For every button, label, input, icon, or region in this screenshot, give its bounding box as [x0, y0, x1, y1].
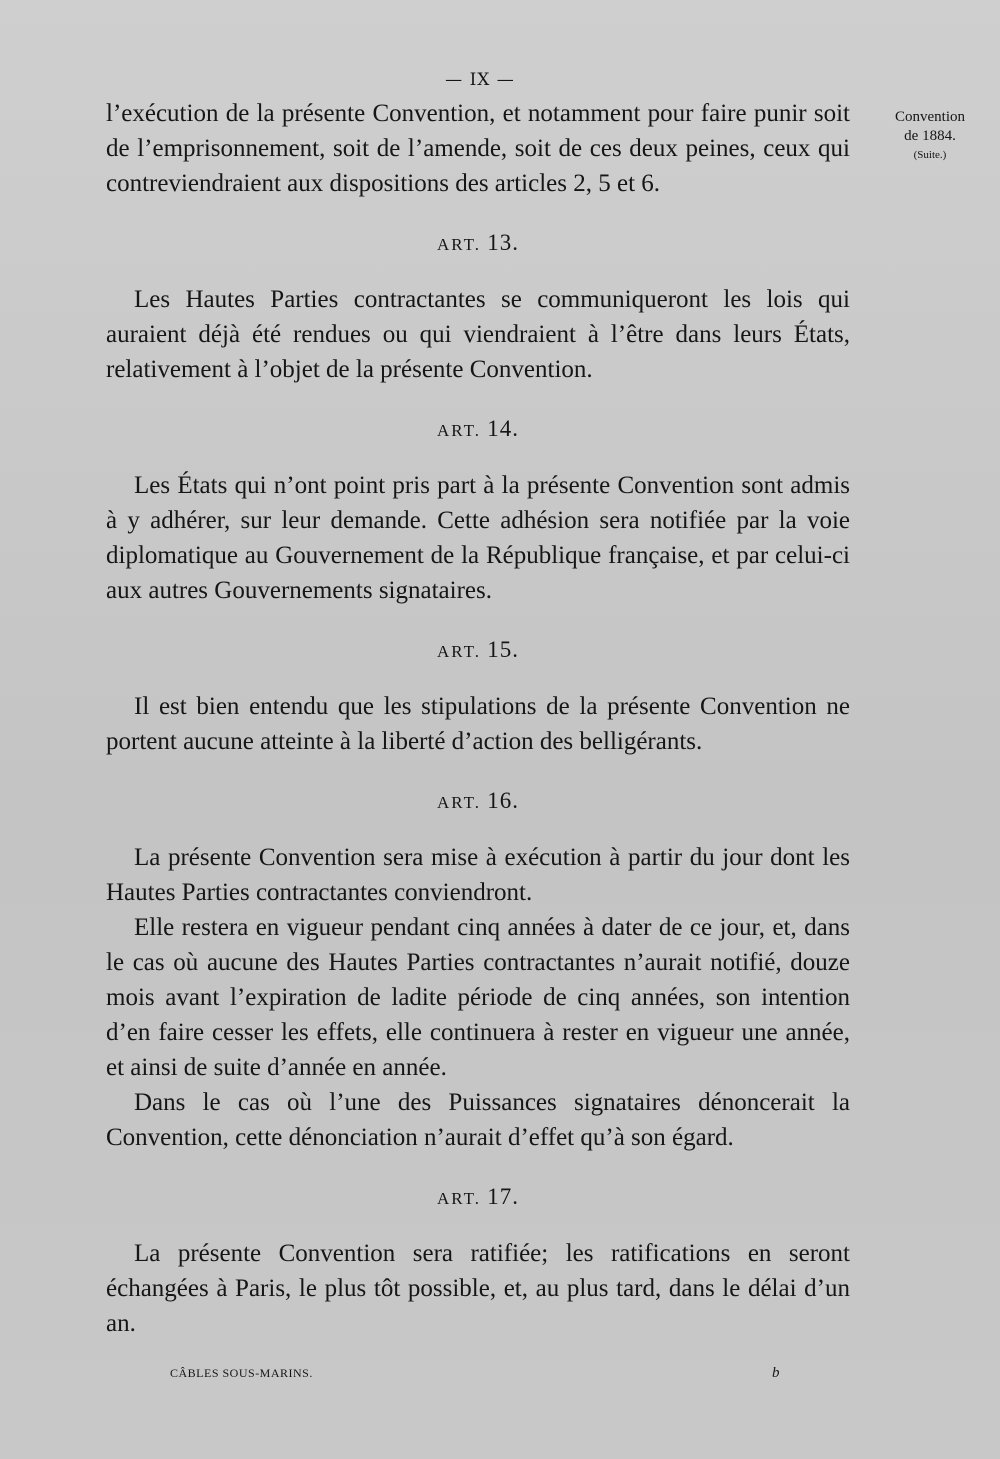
article-17-text: La présente Convention sera ratifiée; les ratifications en seront échangées à Paris, le plus tôt possible, et, au plus tard, dans le délai d’un an. [106, 1240, 850, 1337]
article-14-text: Les États qui n’ont point pris part à la présente Convention sont admis à y adhérer, sur leur demande. Cette adhésion sera notifiée par la voie diplomatique au Gouvernement de la République française, et par celui-ci aux autres Gouvernements signataires. [106, 472, 850, 604]
page-footer [170, 1366, 810, 1381]
margin-note-line1: Convention [895, 109, 965, 125]
article-16-text-2: Elle restera en vigueur pendant cinq années à dater de ce jour, et, dans le cas où aucune des Hautes Parties contractantes n’aurait notifié, douze mois avant l’expiration de ladite période de cinq années, son intention d’en faire cesser les effets, elle continuera à rester en vigueur une année, et ainsi de suite d’année en année. [106, 914, 850, 1081]
article-number: 13. [487, 230, 519, 255]
article-number: 16. [487, 788, 519, 813]
article-16-text-1: La présente Convention sera mise à exécution à partir du jour dont les Hautes Parties contractantes conviendront. [106, 844, 850, 906]
article-15-heading [106, 632, 850, 669]
page-folio: — IX — [445, 70, 515, 90]
article-number: 17. [487, 1184, 519, 1209]
article-16-heading [106, 783, 850, 820]
article-label: ART. [437, 1189, 481, 1208]
margin-note-line2: de 1884. [904, 128, 956, 144]
margin-note-line3: (Suite.) [913, 149, 947, 161]
signature-mark: b [772, 1365, 780, 1381]
article-label: ART. [437, 421, 481, 440]
article-14-heading [106, 411, 850, 448]
paragraph-continuation: l’exécution de la présente Convention, et notamment pour faire punir soit de l’emprisonnement, soit de l’amende, soit de ces deux peines, ceux qui contreviendraient aux dispositions des articles 2, 5 et 6. [106, 100, 850, 197]
article-13-text: Les Hautes Parties contractantes se communiqueront les lois qui auraient déjà été rendues ou qui viendraient à l’être dans leurs États, relativement à l’objet de la présente Convention. [106, 286, 850, 383]
article-label: ART. [437, 642, 481, 661]
article-13-heading [106, 225, 850, 262]
article-17-heading [106, 1179, 850, 1216]
article-label: ART. [437, 793, 481, 812]
body-text [106, 96, 850, 1341]
article-label: ART. [437, 235, 481, 254]
article-15-text: Il est bien entendu que les stipulations de la présente Convention ne portent aucune atteinte à la liberté d’action des belligérants. [106, 693, 850, 755]
article-number: 14. [487, 416, 519, 441]
article-number: 15. [487, 637, 519, 662]
running-title: CÂBLES SOUS-MARINS. [170, 1366, 313, 1380]
margin-note [882, 108, 978, 165]
article-16-text-3: Dans le cas où l’une des Puissances signataires dénoncerait la Convention, cette dénonciation n’aurait d’effet qu’à son égard. [106, 1089, 850, 1151]
